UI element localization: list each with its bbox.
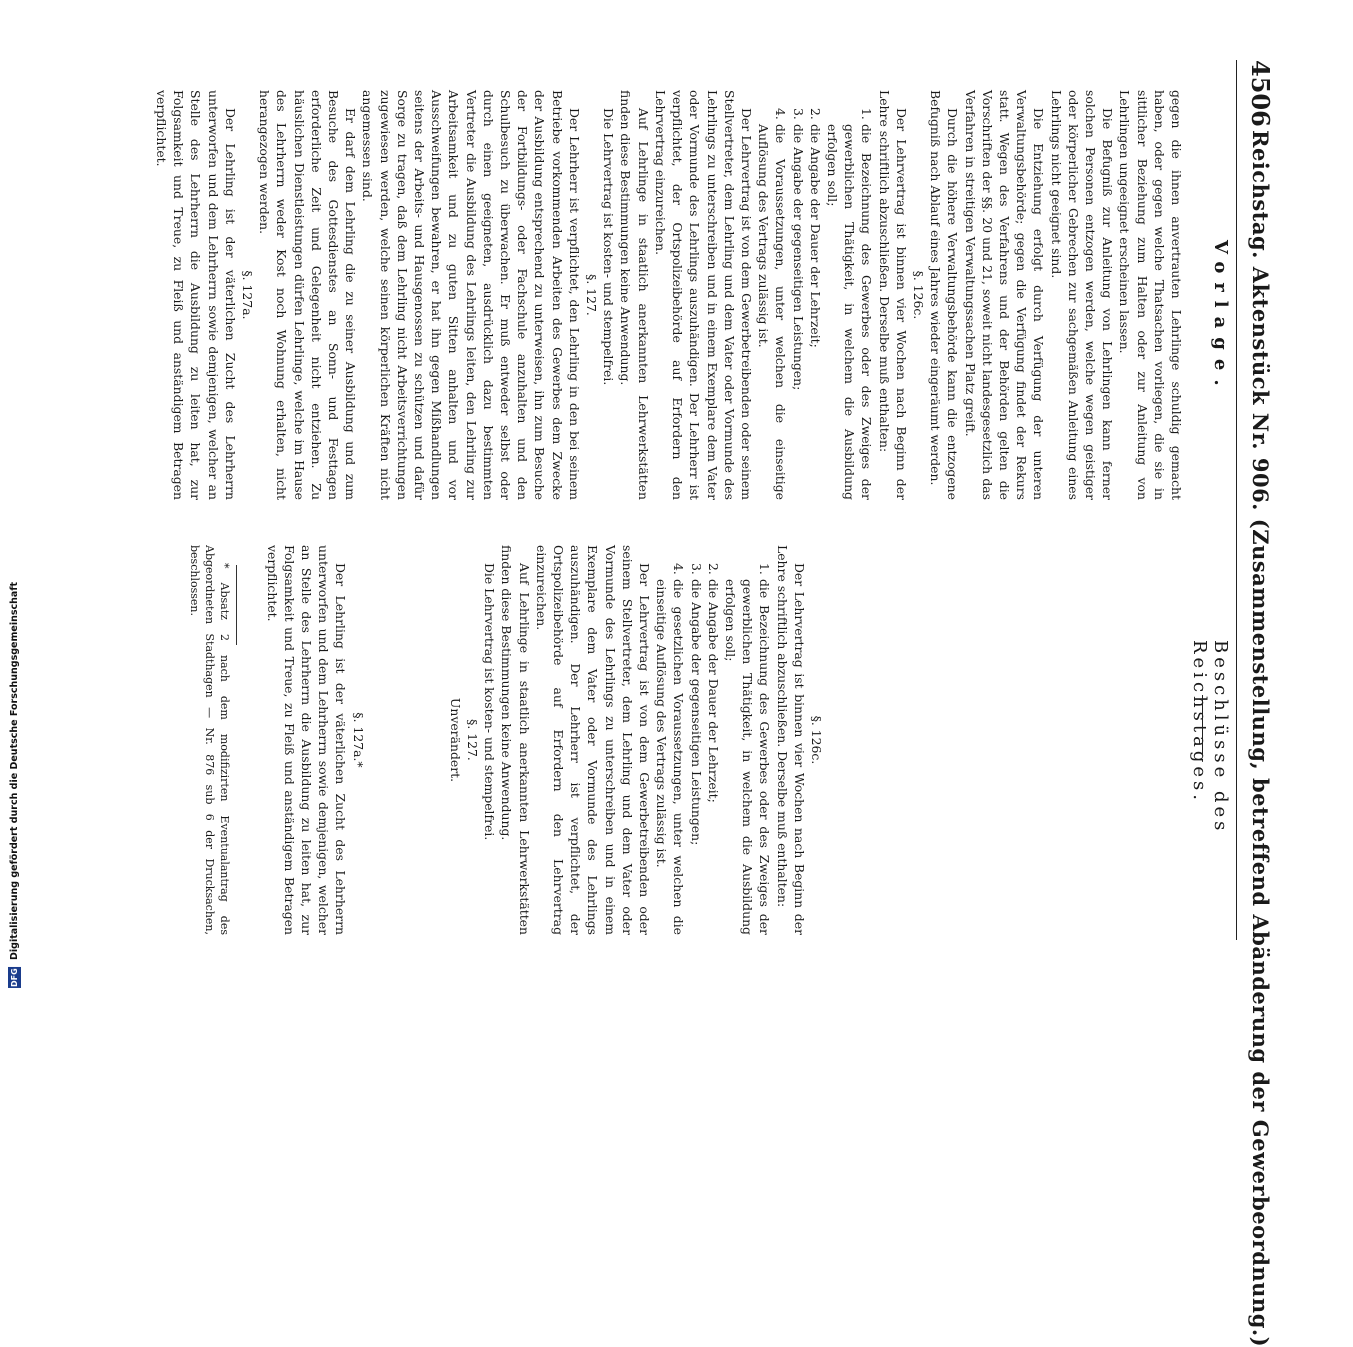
paragraph: Der Lehrvertrag ist binnen vier Wochen nach Beginn der Lehre schriftlich abzuschließen. Derselbe muß enthalten:: [876, 90, 909, 500]
list-item: 4. die Voraussetzungen, unter welchen die einseitige Auflösung des Vertrags zulässig ist.: [756, 108, 789, 500]
section-title: §. 127.: [464, 719, 480, 761]
paragraph: Der Lehrvertrag ist von dem Gewerbetreibenden oder seinem Stellvertreter, dem Lehrling und dem Vater oder Vormunde des Lehrlings zu unterschreiben und in einem Exemplare dem Vater oder Vormunde des Lehrlings auszuhändigen. Der Lehrherr ist verpflichtet, der Ortspolizeibehörde auf Erfordern den Lehrvertrag einzureichen.: [652, 90, 754, 500]
list-item: 2. die Angabe der Dauer der Lehrzeit;: [807, 108, 823, 348]
list-item: 3. die Angabe der gegenseitigen Leistungen;: [790, 108, 806, 391]
paragraph: Die Befugniß zur Anleitung von Lehrlingen kann ferner solchen Personen entzogen werden, welche wegen geistiger oder körperlicher Gebrechen zur sachgemäßen Anleitung eines Lehrlings nicht geeignet sind.: [1048, 90, 1116, 500]
paragraph: Die Lehrvertrag ist kosten- und stempelfrei.: [601, 108, 617, 386]
paragraph: gegen die ihnen anvertrauten Lehrlinge schuldig gemacht haben, oder gegen welche Thatsachen vorliegen, die sie in sittlicher Beziehung zum Halten oder zur Anleitung von Lehrlingen ungeeignet erscheinen lassen.: [1117, 90, 1184, 500]
paragraph: Der Lehrherr ist verpflichtet, den Lehrling in den bei seinem Betriebe vorkommenden Arbeiten des Gewerbes dem Zwecke der Ausbildung entsprechend zu unterweisen, ihn zum Besuche der Fortbildungs- oder Fachschule anzuhalten und den Schulbesuch zu überwachen. Er muß entweder selbst oder durch einen geeigneten, ausdrücklich dazu bestimmten Vertreter die Ausbildung des Lehrlings leiten, den Lehrling zur Arbeitsamkeit und zu guten Sitten anhalten und vor Ausschweifungen bewahren, er hat ihn gegen Mißhandlungen seitens der Arbeits- und Hausgenossen zu schützen und dafür Sorge zu tragen, daß dem Lehrling nicht Arbeitsverrichtungen zugewiesen werden, welche seinen körperlichen Kräften nicht angemessen sind.: [360, 90, 582, 500]
page-number: 4506: [1246, 60, 1275, 127]
left-column-heading: Vorlage.: [1210, 240, 1231, 395]
paragraph: Der Lehrling ist der väterlichen Zucht des Lehrherrn unterworfen und dem Lehrherrn sowie demjenigen, welcher an Stelle des Lehrherrn die Ausbildung zu leiten hat, zur Folgsamkeit und Treue, zu Fleiß und anständigem Betragen verpflichtet.: [264, 545, 349, 935]
section-title: §. 127a.: [240, 270, 256, 320]
list-item: 1. die Bezeichnung des Gewerbes oder des Zweiges der gewerblichen Thätigkeit, in welchem die Ausbildung erfolgen soll;: [824, 108, 875, 500]
list-item: 3. die Angabe der gegenseitigen Leistungen;: [688, 563, 704, 846]
right-column-beschluesse: [187, 545, 1185, 935]
paragraph: Auf Lehrlinge in staatlich anerkannten Lehrwerkstätten finden diese Bestimmungen keine Anwendung.: [499, 545, 532, 935]
digitization-credit: [8, 582, 21, 988]
list-item: 4. die gesetzlichen Voraussetzungen, unter welchen die einseitige Auflösung des Vertrags zulässig ist.: [654, 563, 687, 935]
paragraph: Die Entziehung erfolgt durch Verfügung der unteren Verwaltungsbehörde; gegen die Verfügung findet der Rekurs statt. Wegen des Verfahrens und der Behörden gelten die Vorschriften der §§. 20 und 21, soweit nicht landesgesetzlich das Verfahren in streitigen Verwaltungssachen Platz greift.: [962, 90, 1047, 500]
heading-rule: [1202, 695, 1203, 755]
paragraph: Die Lehrvertrag ist kosten- und stempelfrei.: [482, 563, 498, 841]
requirements-list: [653, 545, 773, 935]
section-title: §. 127.: [584, 274, 600, 316]
paragraph: Auf Lehrlinge in staatlich anerkannten Lehrwerkstätten finden diese Bestimmungen keine Anwendung.: [618, 90, 651, 500]
dfg-logo: DFG: [10, 968, 19, 987]
document-title: Reichstag. Aktenstück Nr. 906. (Zusammenstellung, betreffend Abänderung der Gewerbeordnung.): [1248, 130, 1273, 1347]
paragraph: Der Lehrvertrag ist von dem Gewerbetreibenden oder seinem Stellvertreter, dem Lehrling und dem Vater oder Vormunde des Lehrlings zu unterschreiben und in einem Exemplare dem Vater oder Vormunde des Lehrlings auszuhändigen. Der Lehrherr ist verpflichtet, der Ortspolizeibehörde auf Erfordern den Lehrvertrag einzureichen.: [533, 545, 652, 935]
digitization-text: Digitalisierung gefördert durch die Deutsche Forschungsgemeinschaft: [9, 582, 20, 961]
section-title: §. 126c.: [910, 270, 926, 320]
footnote: * Absatz 2 nach dem modifizirten Eventualantrag des Abgeordneten Stadthagen — Nr. 876 sub 6 der Drucksachen, beschlossen.: [188, 545, 232, 935]
paragraph: Der Lehrvertrag ist binnen vier Wochen nach Beginn der Lehre schriftlich abzuschließen. Derselbe muß enthalten:: [774, 545, 807, 935]
section-title: §. 127a.*: [350, 712, 366, 768]
footnote-separator: [236, 565, 237, 645]
list-item: 2. die Angabe der Dauer der Lehrzeit;: [705, 563, 721, 803]
paragraph: Er darf dem Lehrling die zu seiner Ausbildung und zum Besuche des Gottesdienstes an Sonn- und Festtagen erforderliche Zeit und Gelegenheit nicht entziehen. Zu häuslichen Dienstleistungen dürfen Lehrlinge, welche im Hause des Lehrherrn weder Kost noch Wohnung erhalten, nicht herangezogen werden.: [257, 90, 359, 500]
unchanged-note: Unverändert.: [447, 697, 463, 783]
page-header: [1236, 60, 1293, 1347]
section-title: §. 126c.: [809, 715, 824, 765]
paragraph: Durch die höhere Verwaltungsbehörde kann die entzogene Befugniß nach Ablauf eines Jahres wieder eingeräumt werden.: [928, 90, 961, 500]
paragraph: Der Lehrling ist der väterlichen Zucht des Lehrherrn unterworfen und dem Lehrherrn sowie demjenigen, welcher an Stelle des Lehrherrn die Ausbildung zu leiten hat, zur Folgsamkeit und Treue, zu Fleiß und anständigem Betragen verpflichtet.: [154, 90, 238, 500]
left-column-vorlage: [153, 90, 1185, 500]
requirements-list: [755, 90, 875, 500]
list-item: 1. die Bezeichnung des Gewerbes oder des Zweiges der gewerblichen Thätigkeit, in welchem die Ausbildung erfolgen soll;: [722, 563, 773, 935]
right-column-heading: Beschlüsse des Reichstages.: [1189, 640, 1231, 835]
